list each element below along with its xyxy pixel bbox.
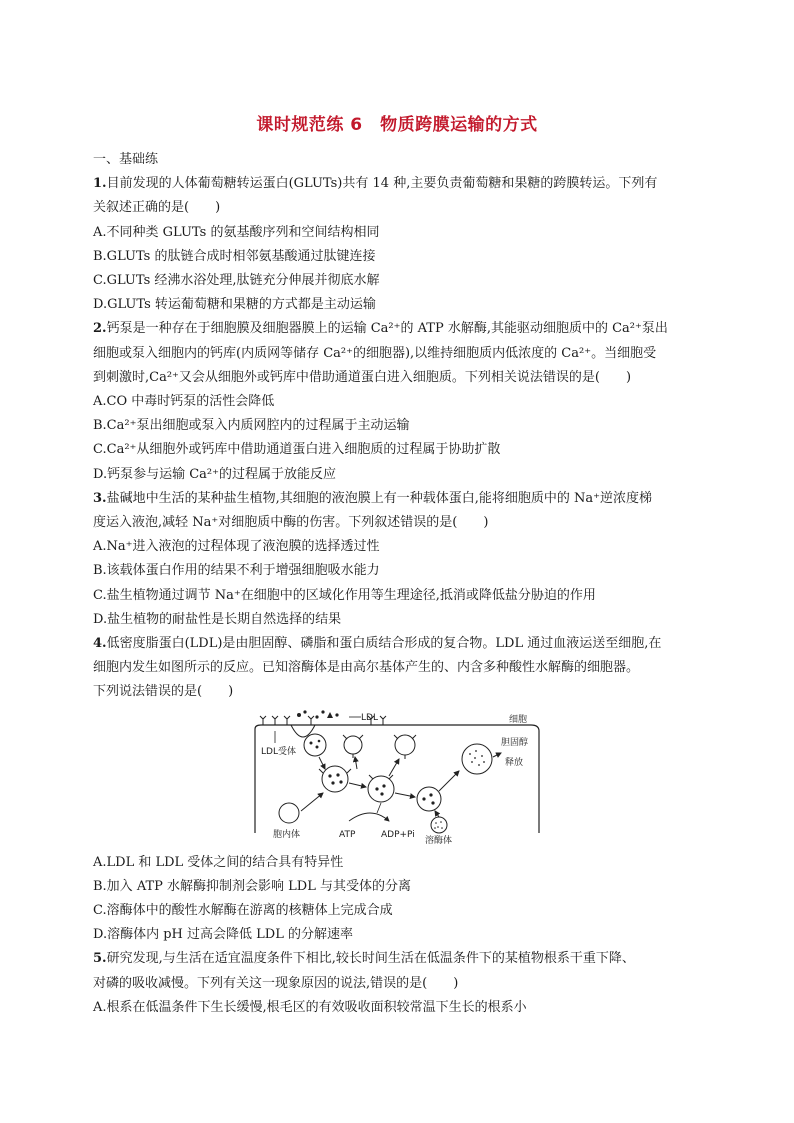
q3-stem-line-2: 度运入液泡,减轻 Na⁺对细胞质中酶的伤害。下列叙述错误的是( ) bbox=[93, 515, 489, 531]
atp-label: ATP bbox=[339, 829, 356, 840]
section-heading: 一、基础练 bbox=[93, 152, 159, 167]
q1-option-b: B.GLUTs 的肽链合成时相邻氨基酸通过肽键连接 bbox=[93, 248, 376, 264]
q2-option-a: A.CO 中毒时钙泵的活性会降低 bbox=[93, 394, 275, 410]
q3-option-c: C.盐生植物通过调节 Na⁺在细胞中的区域化作用等生理途径,抵消或降低盐分胁迫的作用 bbox=[93, 587, 596, 603]
q2-option-c: C.Ca²⁺从细胞外或钙库中借助通道蛋白进入细胞质的过程属于协助扩散 bbox=[93, 442, 501, 458]
q2-option-b: B.Ca²⁺泵出细胞或泵入内质网腔内的过程属于主动运输 bbox=[93, 418, 410, 434]
q1-stem-line-1: 1.目前发现的人体葡萄糖转运蛋白(GLUTs)共有 14 种,主要负责葡萄糖和果糖的跨膜转运。下列有 bbox=[93, 176, 658, 192]
q2-option-d: D.钙泵参与运输 Ca²⁺的过程属于放能反应 bbox=[93, 466, 336, 482]
q2-stem-line-2: 细胞或泵入细胞内的钙库(内质网等储存 Ca²⁺的细胞器),以维持细胞质内低浓度的 Ca²⁺。当细胞受 bbox=[93, 345, 657, 361]
q3-option-b: B.该载体蛋白作用的结果不利于增强细胞吸水能力 bbox=[93, 563, 380, 579]
q4-stem-line-3: 下列说法错误的是( ) bbox=[93, 684, 234, 700]
coated-pit bbox=[291, 725, 315, 737]
q1-option-d: D.GLUTs 转运葡萄糖和果糖的方式都是主动运输 bbox=[93, 297, 376, 313]
q4-option-d: D.溶酶体内 pH 过高会降低 LDL 的分解速率 bbox=[93, 927, 353, 943]
q4-option-b: B.加入 ATP 水解酶抑制剂会影响 LDL 与其受体的分离 bbox=[93, 878, 411, 894]
q1-option-a: A.不同种类 GLUTs 的氨基酸序列和空间结构相同 bbox=[93, 224, 380, 240]
secondary-lysosome bbox=[462, 744, 492, 774]
page-title: 课时规范练 6 物质跨膜运输的方式 bbox=[256, 115, 538, 135]
endocytic-vesicle bbox=[304, 734, 326, 756]
adp-label: ADP+Pi bbox=[381, 829, 415, 840]
q5-stem-line-1: 5.研究发现,与生活在适宜温度条件下相比,较长时间生活在低温条件下的某植物根系干重下降、 bbox=[93, 951, 635, 967]
sorting-endosome bbox=[368, 776, 394, 802]
endosome-label: 胞内体 bbox=[273, 829, 301, 840]
q3-stem-line-1: 3.盐碱地中生活的某种盐生植物,其细胞的液泡膜上有一种载体蛋白,能将细胞质中的 Na⁺逆浓度梯 bbox=[93, 490, 652, 506]
q5-stem-line-2: 对磷的吸收减慢。下列有关这一现象原因的说法,错误的是( ) bbox=[93, 975, 459, 991]
ldl-vesicle bbox=[417, 787, 441, 811]
endosome-vesicle bbox=[279, 803, 299, 823]
q5-option-a: A.根系在低温条件下生长缓慢,根毛区的有效吸收面积较常温下生长的根系小 bbox=[93, 999, 527, 1015]
q2-stem-line-3: 到刺激时,Ca²⁺又会从细胞外或钙库中借助通道蛋白进入细胞质。下列相关说法错误的是( ) bbox=[93, 369, 632, 385]
cell-membrane bbox=[255, 725, 539, 833]
q4-stem-line-2: 细胞内发生如图所示的反应。已知溶酶体是由高尔基体产生的、内含多种酸性水解酶的细胞器。 bbox=[93, 660, 640, 676]
early-endosome bbox=[322, 766, 348, 792]
exercise-content bbox=[93, 148, 708, 1020]
q5-number: 5. bbox=[93, 951, 107, 967]
ldl-particles bbox=[297, 710, 339, 718]
q3-option-d: D.盐生植物的耐盐性是长期自然选择的结果 bbox=[93, 611, 342, 627]
ldl-diagram-svg bbox=[253, 709, 543, 847]
receptor-label: LDL受体 bbox=[261, 746, 296, 757]
q1-stem-line-2: 关叙述正确的是( ) bbox=[93, 200, 221, 216]
recycling-vesicle-2 bbox=[395, 735, 415, 755]
q4-number: 4. bbox=[93, 636, 107, 652]
q3-option-a: A.Na⁺进入液泡的过程体现了液泡膜的选择透过性 bbox=[93, 539, 380, 555]
q4-option-c: C.溶酶体中的酸性水解酶在游离的核糖体上完成合成 bbox=[93, 903, 393, 919]
lysosome bbox=[431, 817, 447, 833]
cholesterol-label: 胆固醇 bbox=[501, 737, 529, 748]
release-label: 释放 bbox=[505, 757, 524, 768]
q4-option-a: A.LDL 和 LDL 受体之间的结合具有特异性 bbox=[93, 854, 344, 870]
q2-number: 2. bbox=[93, 321, 107, 337]
ldl-label: LDL bbox=[361, 712, 378, 723]
q4-stem-line-1: 4.低密度脂蛋白(LDL)是由胆固醇、磷脂和蛋白质结合形成的复合物。LDL 通过血液运送至细胞,在 bbox=[93, 636, 662, 652]
cell-label: 细胞 bbox=[509, 714, 528, 725]
ldl-pathway-diagram bbox=[93, 709, 708, 847]
q1-option-c: C.GLUTs 经沸水浴处理,肽链充分伸展并彻底水解 bbox=[93, 273, 380, 289]
q3-number: 3. bbox=[93, 490, 107, 506]
q2-stem-line-1: 2.钙泵是一种存在于细胞膜及细胞器膜上的运输 Ca²⁺的 ATP 水解酶,其能驱动细胞质中的 Ca²⁺泵出 bbox=[93, 321, 668, 337]
lysosome-label: 溶酶体 bbox=[425, 835, 453, 846]
q1-number: 1. bbox=[93, 176, 107, 192]
